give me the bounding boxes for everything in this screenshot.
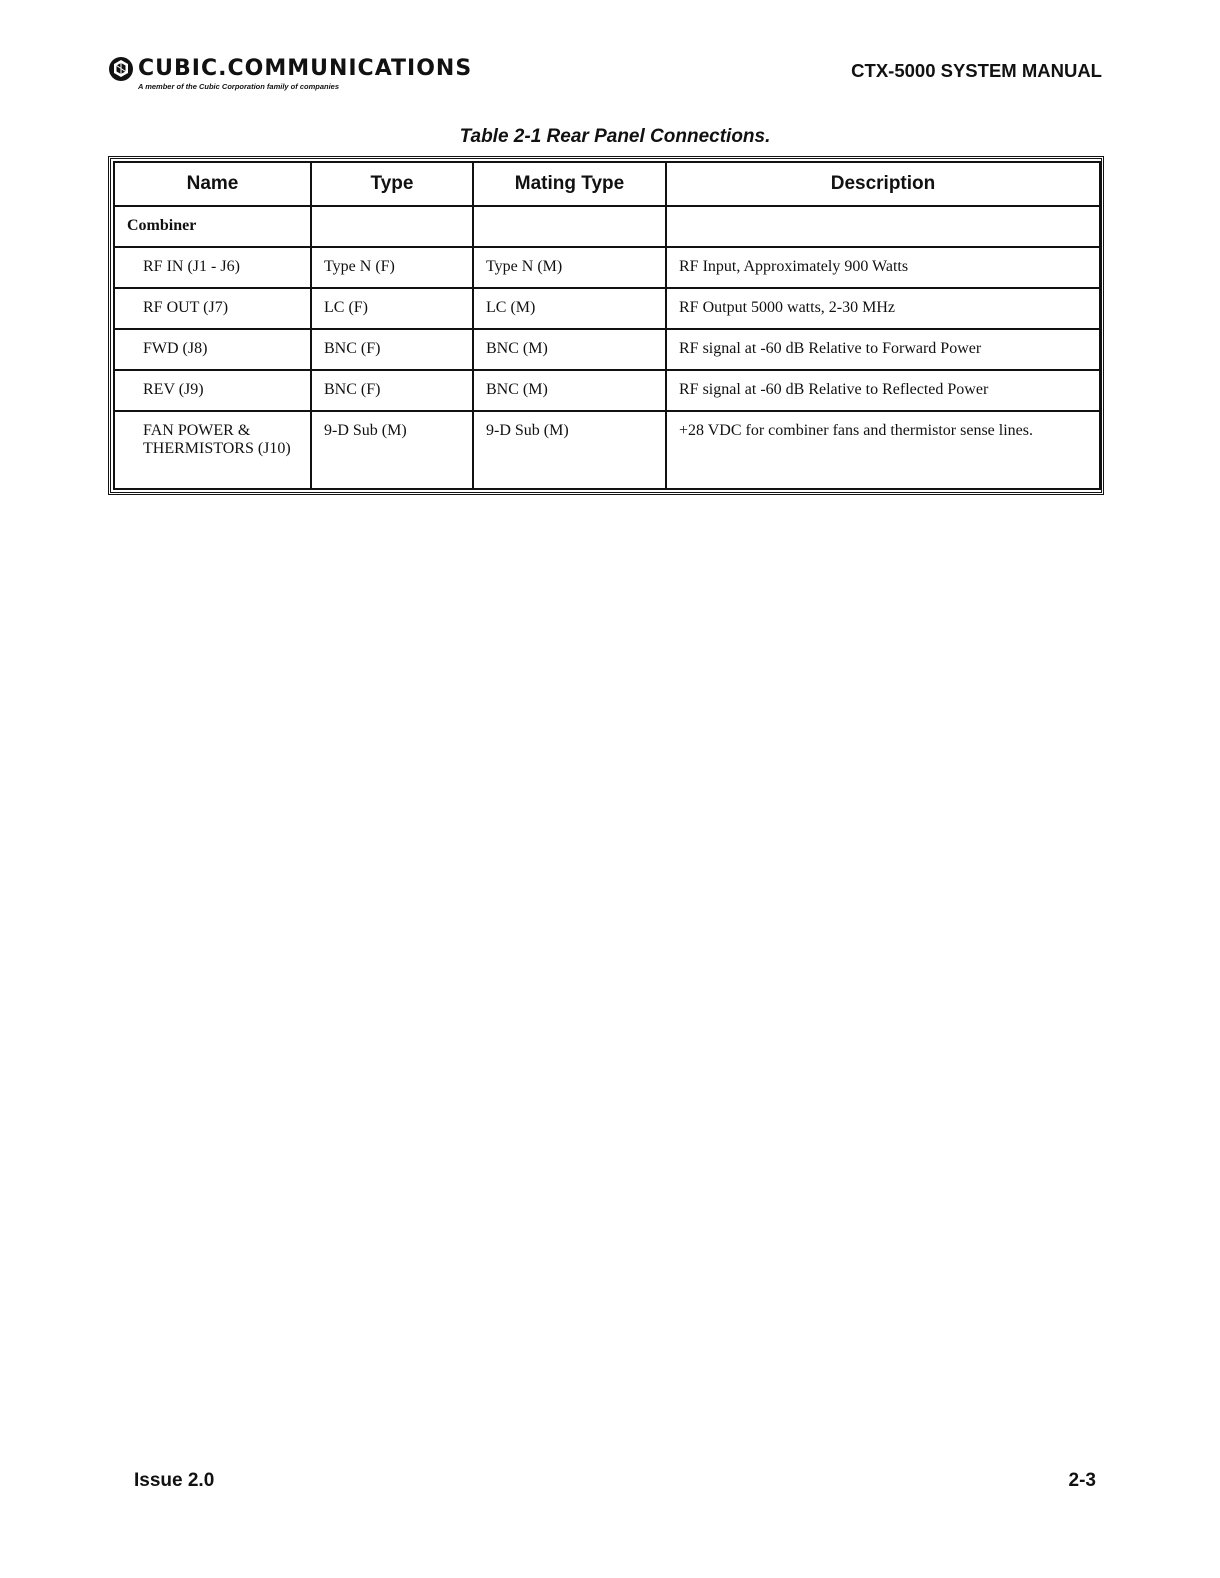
cell-type: Type N (F) xyxy=(311,247,473,288)
rear-panel-table xyxy=(108,156,1104,495)
issue-label: Issue 2.0 xyxy=(134,1470,215,1491)
table-row xyxy=(114,411,1100,489)
cell-name: RF IN (J1 - J6) xyxy=(114,247,311,288)
cell-mating-type: Type N (M) xyxy=(473,247,666,288)
cell-name: FWD (J8) xyxy=(114,329,311,370)
column-header-type: Type xyxy=(311,162,473,206)
cell-type: BNC (F) xyxy=(311,329,473,370)
cell-description: RF signal at -60 dB Relative to Reflected Power xyxy=(666,370,1100,411)
cell-name: RF OUT (J7) xyxy=(114,288,311,329)
cell-type: BNC (F) xyxy=(311,370,473,411)
manual-title: CTX-5000 SYSTEM MANUAL xyxy=(851,60,1102,81)
column-header-mating-type: Mating Type xyxy=(473,162,666,206)
company-name: CUBIC.COMMUNICATIONS xyxy=(138,56,473,81)
table-row xyxy=(114,370,1100,411)
company-logo xyxy=(108,56,472,91)
cell-name: FAN POWER & THERMISTORS (J10) xyxy=(114,411,311,489)
cell-mating-type: BNC (M) xyxy=(473,370,666,411)
table-header-row xyxy=(114,162,1100,206)
page-number: 2-3 xyxy=(1068,1470,1096,1491)
table-row xyxy=(114,247,1100,288)
cell-type: LC (F) xyxy=(311,288,473,329)
cell-name: REV (J9) xyxy=(114,370,311,411)
cell-description: RF Input, Approximately 900 Watts xyxy=(666,247,1100,288)
cell-description: RF signal at -60 dB Relative to Forward Power xyxy=(666,329,1100,370)
cell-mating-type: 9-D Sub (M) xyxy=(473,411,666,489)
column-header-description: Description xyxy=(666,162,1100,206)
table-row xyxy=(114,288,1100,329)
table-row xyxy=(114,329,1100,370)
section-label: Combiner xyxy=(114,206,311,247)
company-tagline: A member of the Cubic Corporation family of companies xyxy=(138,82,339,91)
table-caption: Table 2-1 Rear Panel Connections. xyxy=(459,126,771,147)
cell-description: RF Output 5000 watts, 2-30 MHz xyxy=(666,288,1100,329)
cubic-emblem-icon xyxy=(108,56,134,82)
cell-mating-type: LC (M) xyxy=(473,288,666,329)
section-row xyxy=(114,206,1100,247)
column-header-name: Name xyxy=(114,162,311,206)
cell-type: 9-D Sub (M) xyxy=(311,411,473,489)
cell-mating-type: BNC (M) xyxy=(473,329,666,370)
cell-description: +28 VDC for combiner fans and thermistor sense lines. xyxy=(666,411,1100,489)
